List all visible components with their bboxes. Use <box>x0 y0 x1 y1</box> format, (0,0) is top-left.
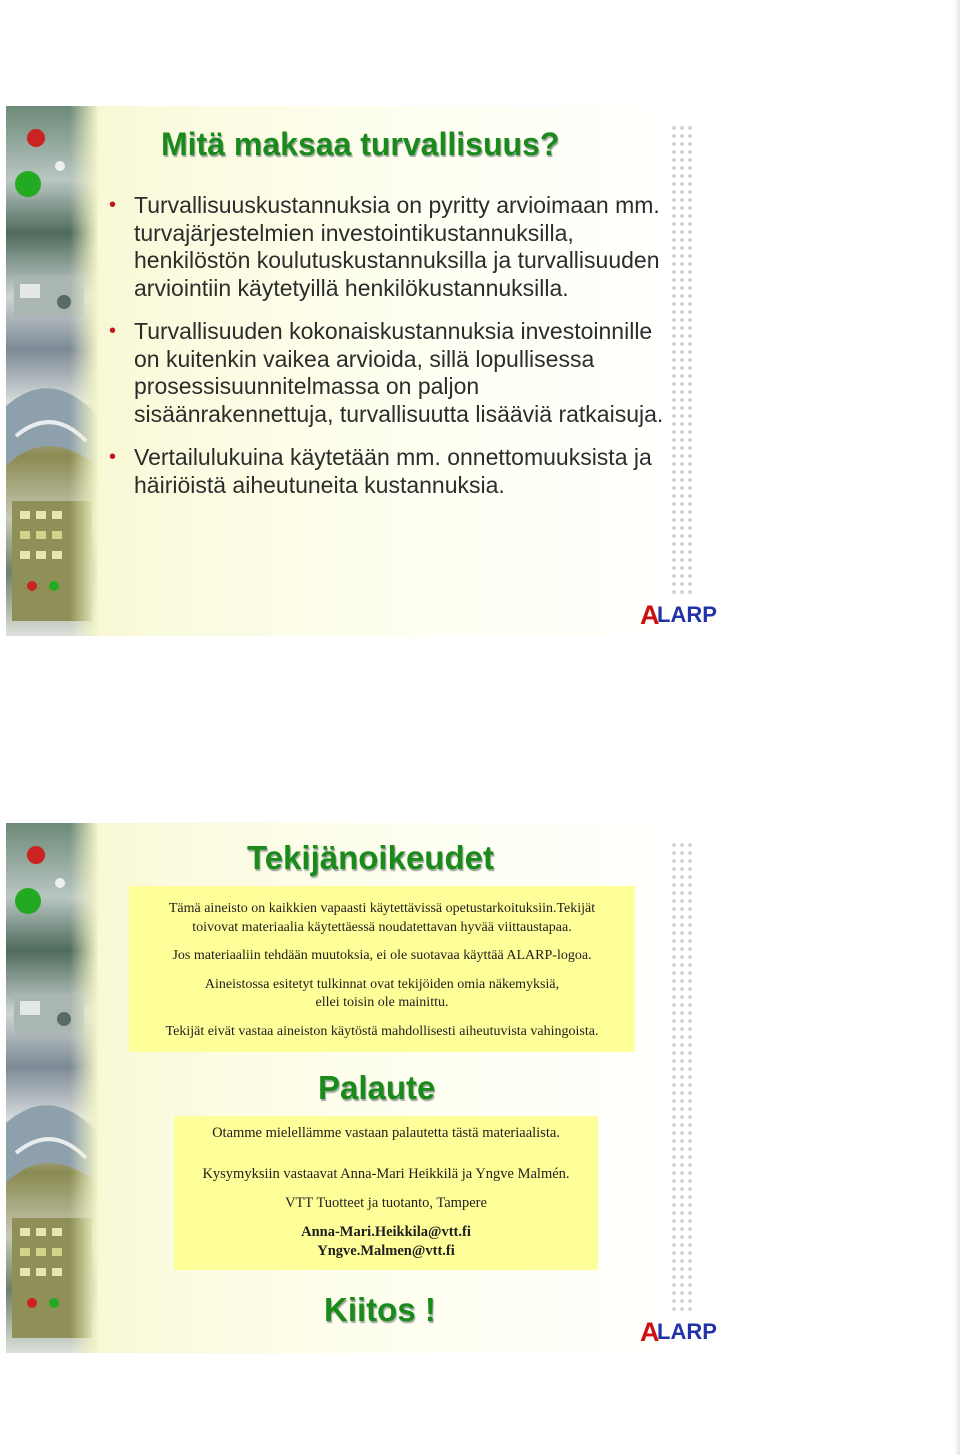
email-yngve: Yngve.Malmen@vtt.fi <box>317 1243 455 1259</box>
feedback-line: VTT Tuotteet ja tuotanto, Tampere <box>285 1195 487 1211</box>
copyright-line: Tämä aineisto on kaikkien vapaasti käytettävissä opetustarkoituksiin.Tekijät <box>168 901 596 916</box>
industrial-photo-strip <box>6 823 98 1353</box>
decorative-dot-grid <box>670 841 694 1311</box>
svg-text:LARP: LARP <box>657 1319 717 1344</box>
slide-title: Mitä maksaa turvallisuus? <box>161 126 560 162</box>
feedback-line: Otamme mielellämme vastaan palautetta tästä materiaalista. <box>212 1125 560 1141</box>
bullet-dot-icon: • <box>109 320 117 342</box>
bullet-dot-icon: • <box>109 446 117 468</box>
bullet-item: • Turvallisuuden kokonaiskustannuksia investoinnille on kuitenkin vaikea arvioida, sillä lopullisessa prosessisuunnitelmassa on paljon sisäänrakennettuja, turvallisuutta lisääviä ratkaisuja. <box>109 318 664 427</box>
decorative-dot-grid <box>670 124 694 594</box>
email-anna-mari: Anna-Mari.Heikkila@vtt.fi <box>301 1224 471 1240</box>
industrial-photo-strip <box>6 106 98 636</box>
feedback-box <box>174 1116 598 1270</box>
svg-text:LARP: LARP <box>657 602 717 627</box>
svg-text:A: A <box>640 600 660 630</box>
copyright-line: Jos materiaaliin tehdään muutoksia, ei ole suotavaa käyttää ALARP-logoa. <box>172 948 592 963</box>
bullet-dot-icon: • <box>109 194 117 216</box>
svg-text:A: A <box>640 1317 660 1347</box>
closing-title: Kiitos ! <box>324 1291 436 1328</box>
copyright-notice-box <box>129 886 635 1052</box>
bullet-item: • Vertailulukuina käytetään mm. onnettomuuksista ja häiriöistä aiheutuneita kustannuksia. <box>109 444 652 498</box>
page-edge-shadow <box>954 0 960 1455</box>
alarp-logo <box>640 1311 717 1347</box>
copyright-line: toivovat materiaalia käytettäessä noudatettavan hyvää viittaustapaa. <box>192 919 572 935</box>
copyright-title: Tekijänoikeudet <box>247 839 494 876</box>
feedback-line: Kysymyksiin vastaavat Anna-Mari Heikkilä ja Yngve Malmén. <box>202 1166 570 1182</box>
bullet-item: • Turvallisuuskustannuksia on pyritty arvioimaan mm. turvajärjestelmien investointikustannuksilla, henkilöstön koulutuskustannuksilla ja turvallisuuden arviointiin käytetyillä henkilökustannuksilla. <box>109 192 660 301</box>
copyright-line: Tekijät eivät vastaa aineiston käytöstä mahdollisesti aiheutuvista vahingoista. <box>165 1023 599 1039</box>
copyright-line: Aineistossa esitetyt tulkinnat ovat tekijöiden omia näkemyksiä, <box>204 976 560 992</box>
alarp-logo <box>640 594 717 630</box>
feedback-title: Palaute <box>318 1069 436 1106</box>
bullet-list <box>109 192 669 515</box>
slide-cost-of-safety <box>6 106 717 636</box>
copyright-line: ellei toisin ole mainittu. <box>315 995 449 1010</box>
slide-copyright-feedback <box>6 823 717 1353</box>
